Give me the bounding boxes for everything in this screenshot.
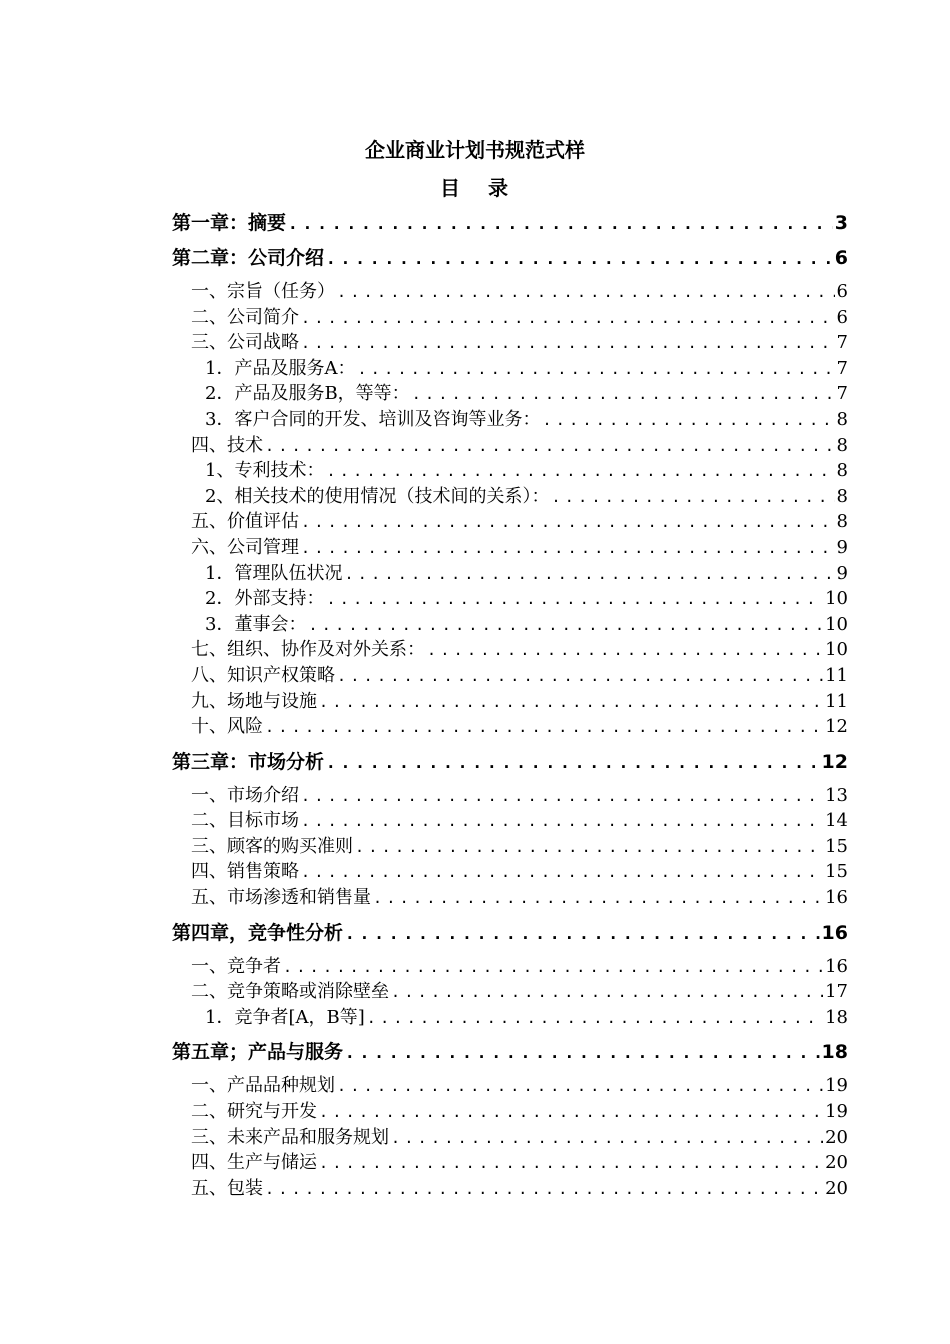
toc-page-number: 9 xyxy=(836,536,848,558)
toc-page-number: 18 xyxy=(821,1041,848,1064)
toc-page-number: 19 xyxy=(825,1075,848,1097)
toc-chapter-entry[interactable] xyxy=(172,1039,848,1065)
toc-dot-leader xyxy=(265,434,835,459)
toc-entry-label: 二、研究与开发 xyxy=(191,1101,317,1123)
toc-page-number: 20 xyxy=(825,1126,848,1148)
toc-entry[interactable] xyxy=(172,637,848,663)
toc-dot-leader xyxy=(326,459,834,484)
toc-page-number: 7 xyxy=(836,383,848,405)
toc-entry[interactable] xyxy=(172,356,848,382)
document-title: 企业商业计划书规范式样 xyxy=(365,138,585,162)
toc-page-number: 20 xyxy=(825,1152,848,1174)
toc-page-number: 12 xyxy=(821,750,848,773)
toc-page-number: 7 xyxy=(836,332,848,354)
toc-entry[interactable] xyxy=(172,783,848,809)
toc-entry-label: 1．竞争者[A，B等] xyxy=(205,1006,365,1028)
toc-entry-label: 二、公司简介 xyxy=(191,306,299,328)
toc-heading-right: 录 xyxy=(488,176,510,200)
toc-entry-label: 八、知识产权策略 xyxy=(191,664,335,686)
toc-dot-leader xyxy=(326,246,833,271)
toc-page-number: 11 xyxy=(825,664,848,686)
toc-page-number: 10 xyxy=(825,588,848,610)
toc-dot-leader xyxy=(337,280,835,305)
toc-entry-label: 2．外部支持： xyxy=(205,588,325,610)
toc-entry-label: 四、销售策略 xyxy=(191,861,299,883)
toc-dot-leader xyxy=(427,638,823,663)
toc-entry[interactable] xyxy=(172,586,848,612)
toc-dot-leader xyxy=(345,921,820,946)
toc-entry[interactable] xyxy=(172,885,848,911)
toc-dot-leader xyxy=(542,408,834,433)
toc-entry-label: 3．董事会： xyxy=(205,613,307,635)
toc-dot-leader xyxy=(337,664,823,689)
toc-entry[interactable] xyxy=(172,954,848,980)
toc-dot-leader xyxy=(357,357,834,382)
toc-dot-leader xyxy=(308,613,823,638)
toc-page-number: 16 xyxy=(821,921,848,944)
toc-entry[interactable] xyxy=(172,1125,848,1151)
toc-page-number: 3 xyxy=(834,212,848,234)
toc-entry[interactable] xyxy=(172,1176,848,1202)
toc-entry[interactable] xyxy=(172,859,848,885)
toc-entry-label: 一、宗旨（任务） xyxy=(191,281,335,302)
toc-entry[interactable] xyxy=(172,1073,848,1099)
toc-dot-leader xyxy=(412,382,835,407)
toc-chapter-entry[interactable] xyxy=(172,210,848,236)
toc-dot-leader xyxy=(551,485,834,510)
toc-entry[interactable] xyxy=(172,612,848,638)
toc-entry-label: 五、市场渗透和销售量 xyxy=(191,887,371,909)
toc-entry-label: 四、技术 xyxy=(191,434,263,456)
toc-entry-label: 1．产品及服务A： xyxy=(205,357,356,379)
toc-dot-leader xyxy=(319,1100,823,1125)
toc-entry-label: 2、相关技术的使用情况（技术间的关系）： xyxy=(205,485,550,507)
toc-chapter-entry[interactable] xyxy=(172,749,848,775)
toc-dot-leader xyxy=(326,587,823,612)
toc-entry-label: 二、目标市场 xyxy=(191,810,299,832)
toc-dot-leader xyxy=(301,536,835,561)
toc-entry-label: 1．管理队伍状况 xyxy=(205,562,343,584)
toc-page-number: 13 xyxy=(825,784,848,806)
toc-page-number: 18 xyxy=(825,1006,848,1028)
toc-entry[interactable] xyxy=(172,433,848,459)
toc-heading xyxy=(0,174,950,202)
toc-entry[interactable] xyxy=(172,834,848,860)
toc-page-number: 17 xyxy=(825,981,848,1003)
table-of-contents xyxy=(172,210,848,1201)
toc-dot-leader xyxy=(391,1126,823,1151)
toc-entry-label: 第二章：公司介绍 xyxy=(172,247,325,269)
toc-dot-leader xyxy=(265,715,823,740)
toc-page-number: 8 xyxy=(836,408,848,430)
toc-page-number: 11 xyxy=(825,690,848,712)
toc-page-number: 10 xyxy=(825,639,848,661)
toc-page-number: 8 xyxy=(836,511,848,533)
toc-entry-label: 三、未来产品和服务规划 xyxy=(191,1126,389,1148)
toc-entry[interactable] xyxy=(172,407,848,433)
toc-entry[interactable] xyxy=(172,1099,848,1125)
toc-entry-label: 五、包装 xyxy=(191,1177,263,1199)
toc-page-number: 10 xyxy=(825,613,848,635)
toc-dot-leader xyxy=(344,562,834,587)
toc-dot-leader xyxy=(301,331,835,356)
toc-entry-label: 2．产品及服务B，等等： xyxy=(205,383,410,405)
toc-entry[interactable] xyxy=(172,535,848,561)
toc-page-number: 19 xyxy=(825,1101,848,1123)
toc-entry[interactable] xyxy=(172,1150,848,1176)
toc-heading-left: 目 xyxy=(440,176,462,200)
toc-page-number: 12 xyxy=(825,716,848,738)
toc-dot-leader xyxy=(319,690,823,715)
toc-entry[interactable] xyxy=(172,330,848,356)
toc-chapter-entry[interactable] xyxy=(172,245,848,271)
toc-entry[interactable] xyxy=(172,808,848,834)
toc-entry[interactable] xyxy=(172,381,848,407)
toc-entry-label: 三、顾客的购买准则 xyxy=(191,835,353,857)
toc-page-number: 15 xyxy=(825,835,848,857)
toc-entry[interactable] xyxy=(172,714,848,740)
toc-dot-leader xyxy=(301,510,835,535)
toc-dot-leader xyxy=(373,886,823,911)
toc-page-number: 6 xyxy=(836,281,848,302)
toc-chapter-entry[interactable] xyxy=(172,920,848,946)
toc-dot-leader xyxy=(283,955,823,980)
toc-page-number: 8 xyxy=(836,434,848,456)
toc-entry[interactable] xyxy=(172,689,848,715)
toc-entry-label: 第一章：摘要 xyxy=(172,212,287,234)
toc-page-number: 15 xyxy=(825,861,848,883)
toc-entry[interactable] xyxy=(172,484,848,510)
toc-entry-label: 第四章，竞争性分析 xyxy=(172,921,344,944)
toc-page-number: 14 xyxy=(825,810,848,832)
toc-entry-label: 九、场地与设施 xyxy=(191,690,317,712)
toc-entry-label: 一、产品品种规划 xyxy=(191,1075,335,1097)
toc-entry-label: 三、公司战略 xyxy=(191,332,299,354)
toc-page-number: 16 xyxy=(825,955,848,977)
toc-page-number: 7 xyxy=(836,357,848,379)
toc-entry-label: 七、组织、协作及对外关系： xyxy=(191,639,425,661)
toc-entry-label: 第三章：市场分析 xyxy=(172,750,325,773)
toc-entry-label: 五、价值评估 xyxy=(191,511,299,533)
toc-entry[interactable] xyxy=(172,509,848,535)
toc-page-number: 8 xyxy=(836,485,848,507)
toc-page-number: 9 xyxy=(836,562,848,584)
toc-page-number: 8 xyxy=(836,460,848,482)
toc-entry[interactable] xyxy=(172,979,848,1005)
toc-entry[interactable] xyxy=(172,561,848,587)
toc-dot-leader xyxy=(345,1040,820,1065)
toc-dot-leader xyxy=(301,784,823,809)
toc-page-number: 20 xyxy=(825,1177,848,1199)
toc-dot-leader xyxy=(319,1151,823,1176)
toc-dot-leader xyxy=(265,1177,823,1202)
toc-dot-leader xyxy=(337,1074,823,1099)
toc-entry[interactable] xyxy=(172,458,848,484)
toc-dot-leader xyxy=(301,860,823,885)
toc-entry[interactable] xyxy=(172,305,848,331)
toc-entry-label: 第五章；产品与服务 xyxy=(172,1041,344,1064)
toc-entry-label: 一、竞争者 xyxy=(191,955,281,977)
toc-dot-leader xyxy=(367,1006,823,1031)
toc-dot-leader xyxy=(355,835,823,860)
toc-entry-label: 一、市场介绍 xyxy=(191,784,299,806)
toc-entry[interactable] xyxy=(172,1005,848,1031)
toc-dot-leader xyxy=(288,211,833,236)
toc-page-number: 16 xyxy=(825,887,848,909)
toc-dot-leader xyxy=(326,750,820,775)
toc-entry[interactable] xyxy=(172,663,848,689)
toc-page-number: 6 xyxy=(834,247,848,269)
toc-entry-label: 二、竞争策略或消除壁垒 xyxy=(191,981,389,1003)
toc-dot-leader xyxy=(301,306,835,331)
toc-entry-label: 四、生产与储运 xyxy=(191,1152,317,1174)
toc-dot-leader xyxy=(301,809,823,834)
toc-entry-label: 1、专利技术： xyxy=(205,460,325,482)
toc-dot-leader xyxy=(391,980,823,1005)
toc-entry-label: 六、公司管理 xyxy=(191,536,299,558)
toc-entry-label: 3．客户合同的开发、培训及咨询等业务： xyxy=(205,408,541,430)
toc-entry[interactable] xyxy=(172,279,848,305)
toc-page-number: 6 xyxy=(836,306,848,328)
toc-entry-label: 十、风险 xyxy=(191,716,263,738)
